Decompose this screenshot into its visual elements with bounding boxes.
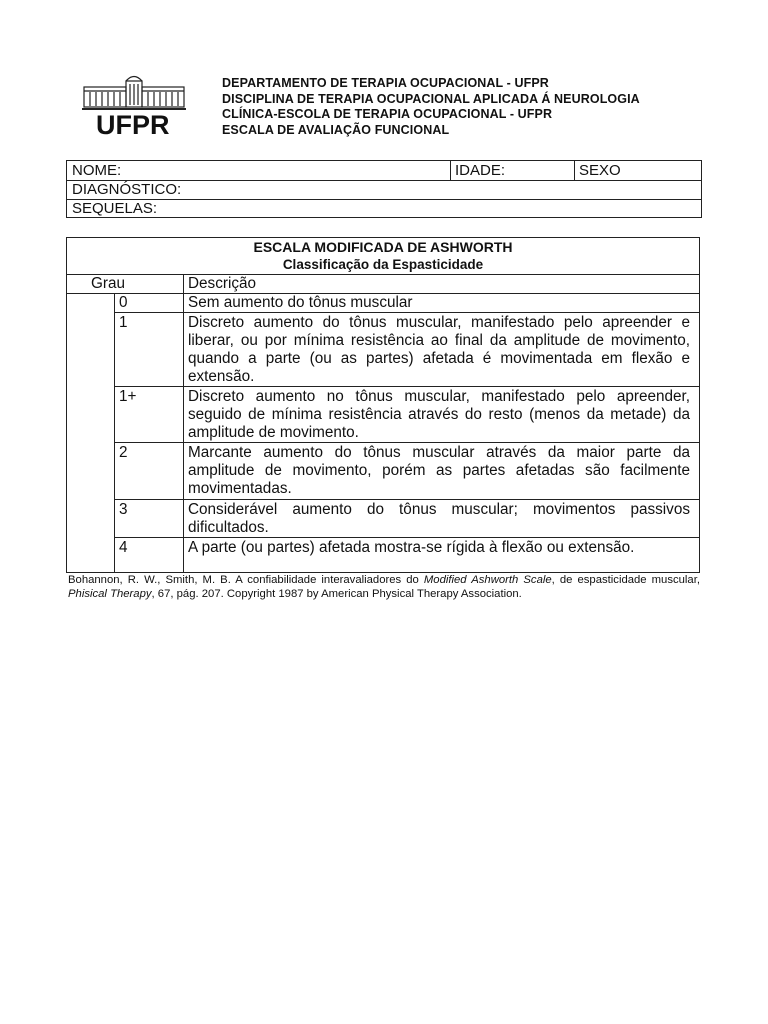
sexo-label: SEXO: [579, 162, 621, 179]
grade-value: 4: [119, 539, 128, 556]
header-line-scale-name: ESCALA DE AVALIAÇÃO FUNCIONAL: [222, 122, 450, 137]
citation-scale-title: Modified Ashworth Scale: [423, 574, 552, 586]
ashworth-scale-table: [66, 237, 700, 573]
grade-description: A parte (ou partes) afetada mostra-se rígida à flexão ou extensão.: [188, 539, 635, 556]
institution-header: [222, 76, 640, 138]
table-rule: [114, 312, 699, 313]
sexo-field[interactable]: [574, 161, 701, 180]
patient-info-form: [66, 160, 702, 218]
grade-description: Considerável aumento do tônus muscular; movimentos passivos dificultados.: [188, 501, 690, 536]
scale-subtitle: Classificação da Espasticidade: [282, 257, 484, 272]
logo-text: UFPR: [96, 110, 170, 140]
idade-label: IDADE:: [455, 162, 506, 179]
citation-reference: [68, 574, 700, 601]
grade-description: Discreto aumento do tônus muscular, manifestado pelo apreender e liberar, ou por mínima resistência ao final da amplitude de movimento, quando a parte (ou as partes) afetada é movimentada em flexão e extensão.: [188, 314, 690, 385]
citation-text: , de espasticidade muscular,: [551, 574, 700, 586]
citation-text: Bohannon, R. W., Smith, M. B. A confiabilidade interavaliadores do: [68, 574, 424, 586]
sequelas-field[interactable]: [67, 199, 701, 218]
column-header-descricao: Descrição: [188, 275, 257, 292]
table-rule: [114, 499, 699, 500]
building-icon: [80, 72, 188, 112]
citation-text: , 67, pág. 207. Copyright 1987 by American Physical Therapy Association.: [151, 587, 522, 600]
table-rule: [114, 293, 115, 572]
grade-value: 3: [119, 501, 128, 518]
header-line-clinic: CLÍNICA-ESCOLA DE TERAPIA OCUPACIONAL - UFPR: [222, 107, 553, 121]
nome-field[interactable]: [67, 161, 450, 180]
citation-journal: Phisical Therapy: [68, 587, 152, 600]
table-rule: [183, 274, 184, 572]
table-rule: [67, 274, 699, 275]
patient-row-identification: [67, 161, 701, 181]
grade-description: Discreto aumento no tônus muscular, manifestado pelo apreender, seguido de mínima resistência através do resto (menos da metade) da amplitude de movimento.: [188, 388, 690, 441]
column-header-grau: Grau: [91, 275, 126, 292]
idade-field[interactable]: [450, 161, 574, 180]
nome-label: NOME:: [72, 162, 122, 179]
grade-value: 0: [119, 294, 128, 311]
grade-description: Marcante aumento do tônus muscular através da maior parte da amplitude de movimento, porém as partes afetadas são facilmente movimentadas.: [188, 444, 690, 497]
diagnostico-field[interactable]: [67, 180, 701, 199]
grade-description: Sem aumento do tônus muscular: [188, 294, 413, 311]
scale-title: ESCALA MODIFICADA DE ASHWORTH: [253, 239, 513, 255]
diagnostico-label: DIAGNÓSTICO:: [72, 181, 182, 198]
patient-row-sequelae: [67, 199, 701, 218]
table-rule: [114, 537, 699, 538]
table-rule: [114, 442, 699, 443]
grade-value: 1+: [119, 388, 137, 405]
header-line-department: DEPARTAMENTO DE TERAPIA OCUPACIONAL - UFPR: [222, 76, 549, 90]
grade-value: 1: [119, 314, 128, 331]
ufpr-logo: [80, 72, 188, 140]
sequelas-label: SEQUELAS:: [72, 200, 158, 217]
patient-row-diagnosis: [67, 180, 701, 200]
header-line-discipline: DISCIPLINA DE TERAPIA OCUPACIONAL APLICADA Á NEUROLOGIA: [222, 91, 640, 106]
grade-value: 2: [119, 444, 128, 461]
table-rule: [114, 386, 699, 387]
